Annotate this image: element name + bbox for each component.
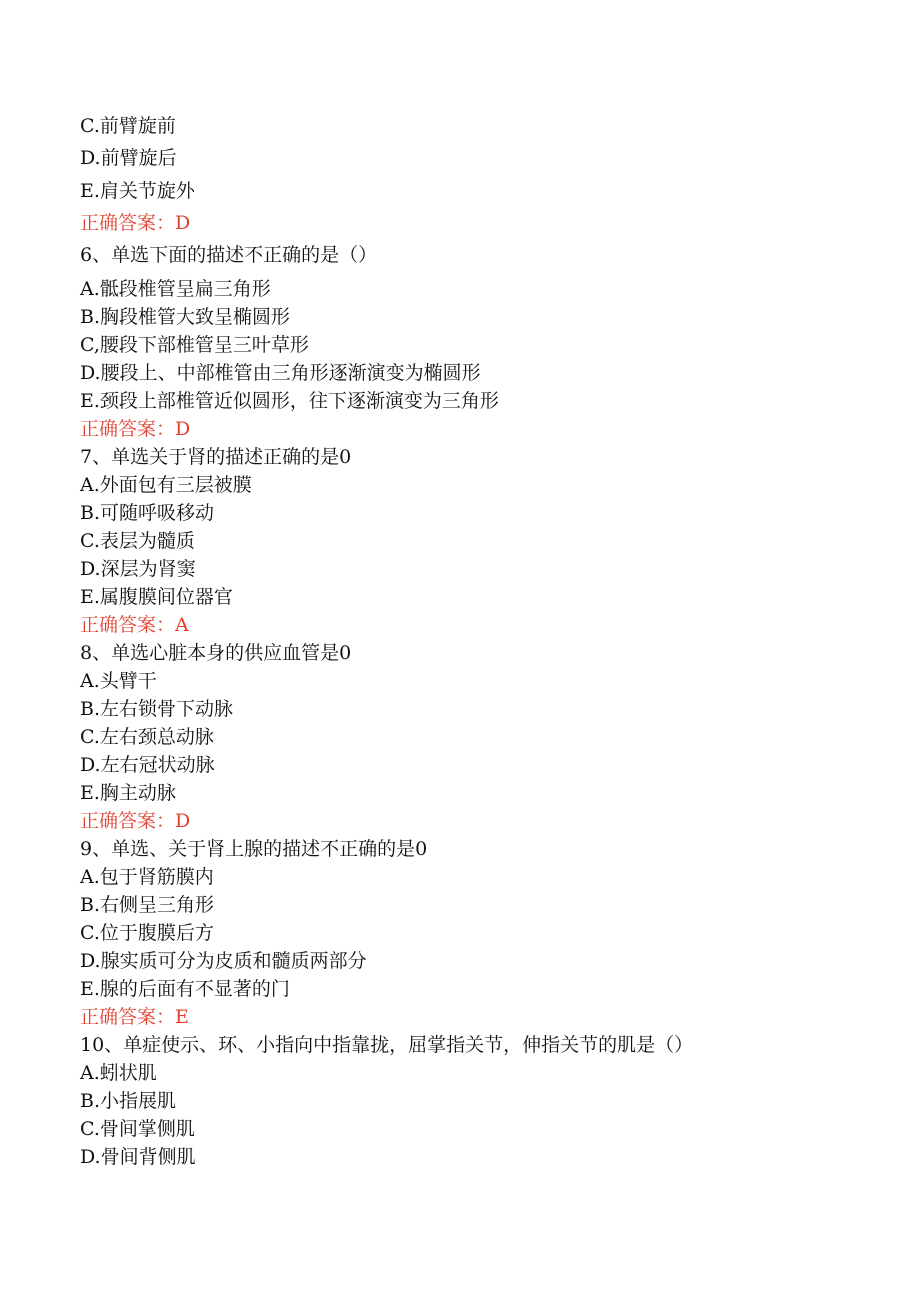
- question-line: 6、单选下面的描述不正确的是（）: [80, 244, 378, 266]
- option-line: B.小指展肌: [80, 1090, 177, 1112]
- answer-line: [80, 809, 190, 833]
- answer-line: [80, 417, 190, 441]
- answer-line: [80, 1005, 189, 1029]
- option-line: E.肩关节旋外: [80, 180, 195, 202]
- question-line: 7、单选关于肾的描述正确的是0: [80, 446, 352, 468]
- question-line: 8、单选心脏本身的供应血管是0: [80, 642, 352, 664]
- option-line: D.深层为肾窦: [80, 558, 196, 580]
- answer-value: E: [175, 1006, 189, 1028]
- option-line: C.左右颈总动脉: [80, 726, 214, 748]
- option-line: A.包于肾筋膜内: [80, 866, 214, 888]
- answer-label: 正确答案：: [80, 810, 176, 832]
- option-line: A.蚓状肌: [80, 1062, 157, 1084]
- option-line: A.外面包有三层被膜: [80, 474, 252, 496]
- option-line: E.胸主动脉: [80, 782, 176, 804]
- option-line: D.腺实质可分为皮质和髓质两部分: [80, 950, 367, 972]
- option-line: C.前臂旋前: [80, 115, 176, 137]
- option-line: C.表层为髓质: [80, 530, 195, 552]
- option-line: A.头臂干: [80, 670, 157, 692]
- option-line: A.骶段椎管呈扁三角形: [80, 278, 271, 300]
- answer-value: D: [175, 212, 191, 234]
- option-line: C.骨间掌侧肌: [80, 1118, 195, 1140]
- question-line: 10、单症使示、环、小指向中指靠拢，屈掌指关节，伸指关节的肌是（）: [80, 1034, 694, 1056]
- answer-label: 正确答案：: [80, 212, 176, 234]
- answer-value: D: [175, 810, 191, 832]
- option-line: E.颈段上部椎管近似圆形，往下逐渐演变为三角形: [80, 390, 499, 412]
- question-line: 9、单选、关于肾上腺的描述不正确的是0: [80, 838, 428, 860]
- option-line: D.骨间背侧肌: [80, 1146, 196, 1168]
- option-line: C.位于腹膜后方: [80, 922, 214, 944]
- option-line: B.左右锁骨下动脉: [80, 698, 234, 720]
- option-line: E.属腹膜间位器官: [80, 586, 233, 608]
- answer-line: [80, 613, 189, 637]
- answer-value: A: [175, 614, 189, 636]
- answer-label: 正确答案：: [80, 418, 176, 440]
- option-line: E.腺的后面有不显著的门: [80, 978, 290, 1000]
- option-line: C,腰段下部椎管呈三叶草形: [80, 334, 309, 356]
- answer-line: [80, 211, 190, 235]
- option-line: D.腰段上、中部椎管由三角形逐渐演变为椭圆形: [80, 362, 481, 384]
- option-line: B.可随呼吸移动: [80, 502, 215, 524]
- option-line: D.前臂旋后: [80, 147, 177, 169]
- option-line: B.胸段椎管大致呈椭圆形: [80, 306, 291, 328]
- answer-label: 正确答案：: [80, 614, 176, 636]
- answer-label: 正确答案：: [80, 1006, 176, 1028]
- answer-value: D: [175, 418, 191, 440]
- option-line: B.右侧呈三角形: [80, 894, 215, 916]
- option-line: D.左右冠状动脉: [80, 754, 215, 776]
